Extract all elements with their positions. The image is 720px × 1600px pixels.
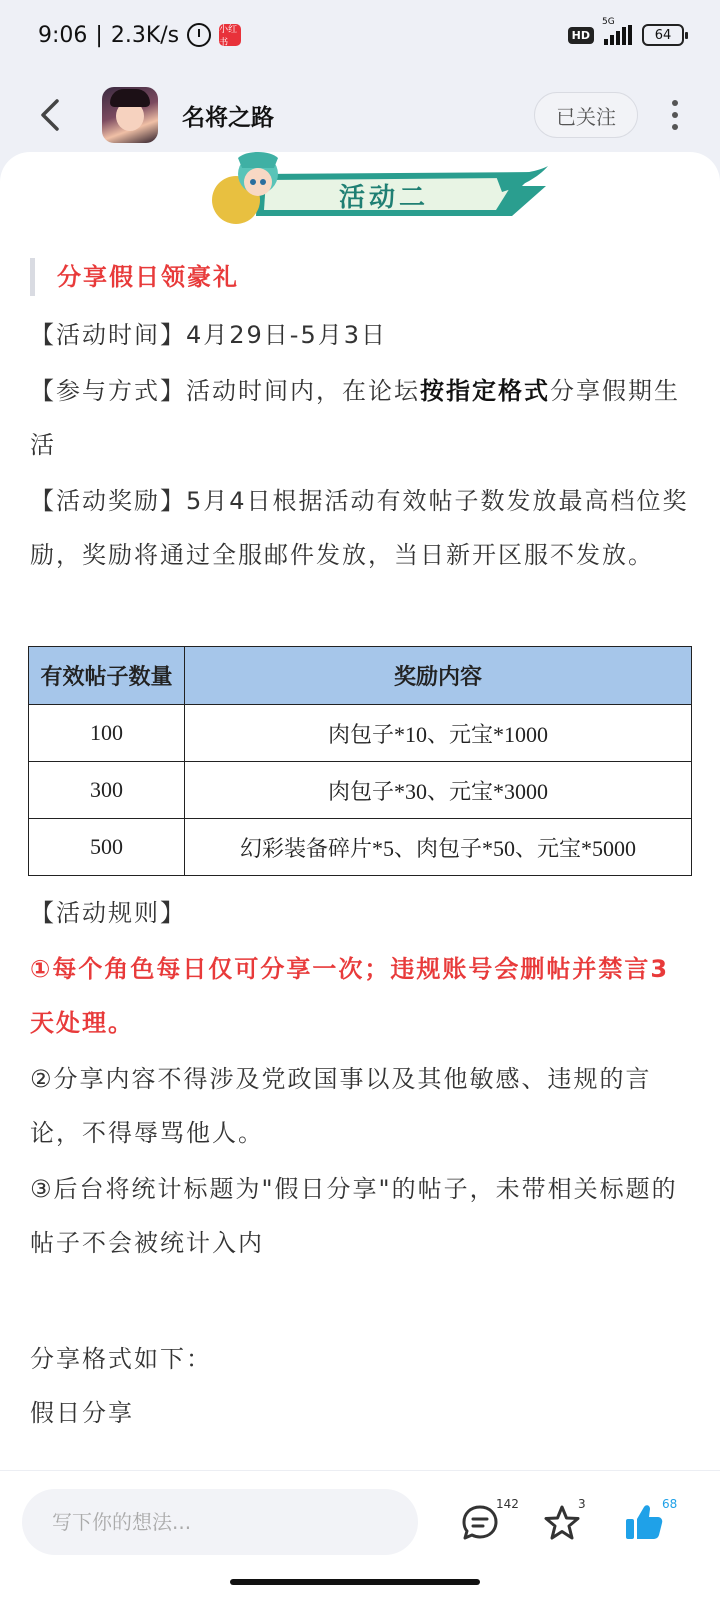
table-cell: 300 [29, 762, 185, 819]
favorites-count: 3 [578, 1497, 586, 1511]
follow-button[interactable]: 已关注 [534, 92, 638, 138]
section-title: 分享假日领豪礼 [30, 258, 239, 296]
table-cell: 500 [29, 819, 185, 876]
activity-reward: 【活动奖励】5月4日根据活动有效帖子数发放最高档位奖励，奖励将通过全服邮件发放，当日新开区服不发放。 [30, 487, 689, 569]
table-header-row [29, 647, 692, 705]
status-time: 9:06 [38, 22, 88, 48]
comments-count: 142 [496, 1497, 519, 1511]
rules-heading: 【活动规则】 [30, 899, 186, 927]
status-bar [0, 0, 720, 70]
table-cell: 100 [29, 705, 185, 762]
comment-input[interactable] [22, 1489, 418, 1555]
post-content [0, 152, 720, 1470]
status-net-speed: 2.3K/s [110, 22, 180, 48]
table-header: 有效帖子数量 [29, 647, 185, 705]
rule-3: ③后台将统计标题为"假日分享"的帖子，未带相关标题的帖子不会被统计入内 [30, 1175, 678, 1257]
likes-count: 68 [662, 1497, 678, 1511]
battery-level: 64 [654, 27, 672, 43]
rule-1: ①每个角色每日仅可分享一次；违规账号会删帖并禁言3天处理。 [30, 955, 670, 1037]
table-row [29, 705, 692, 762]
rule-2: ②分享内容不得涉及党政国事以及其他敏感、违规的言论，不得辱骂他人。 [30, 1065, 652, 1147]
page-title[interactable]: 名将之路 [182, 104, 274, 131]
network-type: 5G [602, 17, 615, 27]
app-badge-icon: 小红书 [219, 24, 241, 46]
table-cell: 幻彩装备碎片*5、肉包子*50、元宝*5000 [185, 819, 692, 876]
method-prefix: 【参与方式】活动时间内，在论坛 [30, 377, 420, 405]
table-cell: 肉包子*10、元宝*1000 [185, 705, 692, 762]
hd-badge: HD [568, 27, 594, 44]
banner-label: 活动二 [338, 183, 430, 213]
status-right [568, 17, 684, 46]
activity-time: 【活动时间】4月29日-5月3日 [30, 321, 388, 349]
like-icon[interactable] [622, 1501, 666, 1545]
table-row [29, 819, 692, 876]
format-heading: 分享格式如下： [30, 1345, 212, 1373]
activity-banner [196, 152, 558, 232]
status-left [38, 23, 241, 48]
table-cell: 肉包子*30、元宝*3000 [185, 762, 692, 819]
alarm-icon [187, 23, 211, 47]
participation-method [30, 364, 690, 472]
method-suffix: 分享假期生活 [30, 377, 680, 459]
bottom-action-bar [0, 1470, 720, 1600]
reward-table [28, 646, 692, 876]
more-icon[interactable] [660, 100, 690, 130]
table-header: 奖励内容 [185, 647, 692, 705]
home-indicator[interactable] [230, 1579, 480, 1585]
status-divider: | [95, 22, 103, 48]
table-row [29, 762, 692, 819]
nav-bar [0, 70, 720, 160]
back-icon[interactable] [30, 95, 70, 135]
method-bold: 按指定格式 [420, 377, 550, 405]
format-line: 假日分享 [30, 1399, 134, 1427]
signal-icon [602, 17, 632, 45]
battery-icon [642, 24, 684, 46]
avatar[interactable] [102, 87, 158, 143]
